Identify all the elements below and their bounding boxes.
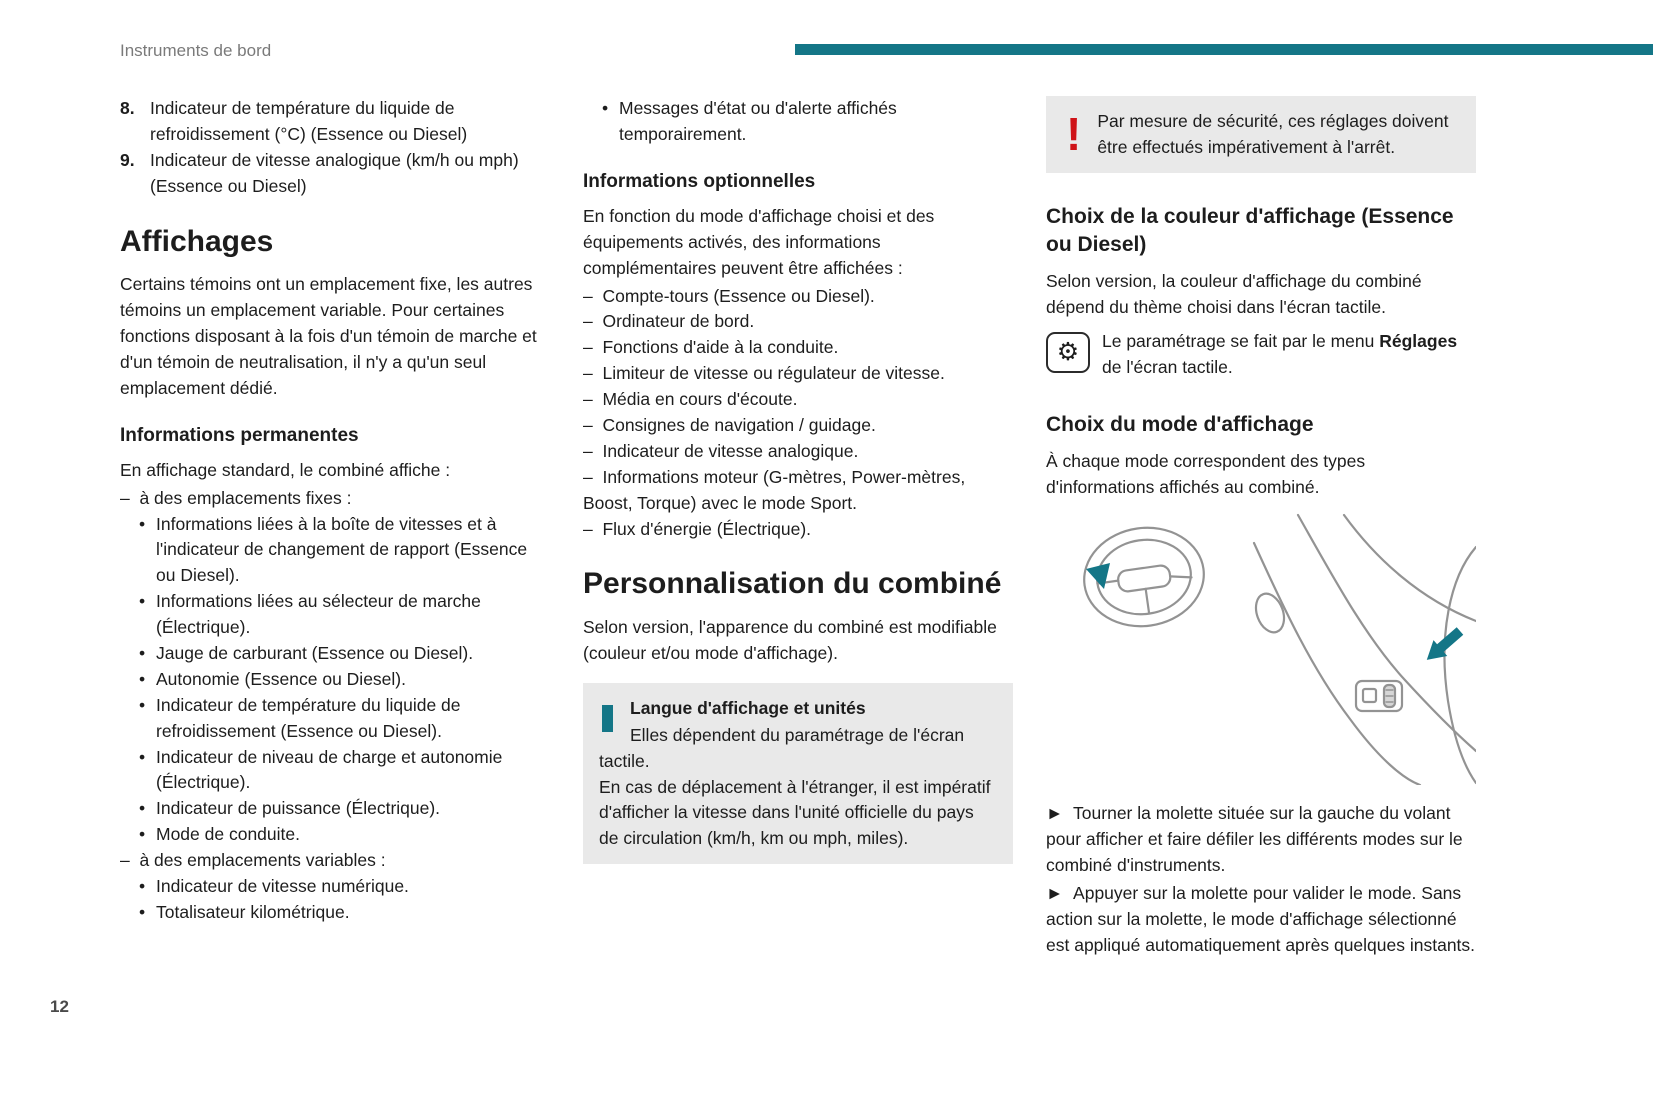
bullet-item: • Indicateur de puissance (Électrique). [120, 796, 550, 822]
safety-warning-box [1046, 96, 1476, 173]
bullet-item: • Indicateur de niveau de charge et autonomie (Électrique). [120, 745, 550, 797]
legend-item-text: Indicateur de vitesse analogique (km/h ou mph) (Essence ou Diesel) [150, 149, 519, 196]
bullet-item: • Mode de conduite. [120, 822, 550, 848]
warning-exclamation-icon: ! [1066, 108, 1082, 160]
column-left [120, 96, 550, 960]
instruction-step-2: ► Appuyer sur la molette pour valider le mode. Sans action sur la molette, le mode d'affichage sélectionné est appliqué automatiquement après quelques instants. [1046, 882, 1476, 955]
permanent-intro-paragraph: En affichage standard, le combiné affiche : [120, 459, 451, 480]
bullet-item: • Autonomie (Essence ou Diesel). [120, 667, 550, 693]
settings-text-post: de l'écran tactile. [1102, 357, 1233, 378]
bullet-item: • Totalisateur kilométrique. [120, 900, 550, 926]
bullet-item: • Messages d'état ou d'alerte affichés temporairement. [583, 96, 1013, 148]
bullet-item: • Indicateur de température du liquide de refroidissement (Essence ou Diesel). [120, 693, 550, 745]
document-section-header: Instruments de bord [120, 41, 272, 60]
settings-menu-name: Réglages [1379, 331, 1458, 352]
column-right [1046, 96, 1476, 960]
page-number: 12 [50, 997, 69, 1016]
legend-item-number: 9. [120, 149, 135, 170]
bullet-item: • Jauge de carburant (Essence ou Diesel). [120, 641, 550, 667]
subheading-informations-optionnelles: Informations optionnelles [583, 170, 816, 192]
optional-items-list [583, 284, 1013, 543]
mode-paragraph: À chaque mode correspondent des types d'informations affichés au combiné. [1046, 451, 1366, 498]
info-icon [602, 701, 613, 732]
dash-item: – Limiteur de vitesse ou régulateur de vitesse. [583, 363, 945, 384]
settings-text-pre: Le paramétrage se fait par le menu [1102, 331, 1380, 352]
bullet-item: • Informations liées au sélecteur de marche (Électrique). [120, 589, 550, 641]
column-middle [583, 96, 1013, 960]
bullet-item: • Indicateur de vitesse numérique. [120, 874, 550, 900]
legend-item-text: Indicateur de température du liquide de refroidissement (°C) (Essence ou Diesel) [150, 98, 468, 144]
info-box-title: Langue d'affichage et unités [630, 697, 866, 718]
warning-text: Par mesure de sécurité, ces réglages doivent être effectués impérativement à l'arrêt. [1097, 111, 1449, 157]
dash-item: – Ordinateur de bord. [583, 311, 755, 332]
top-accent-bar [795, 44, 1653, 55]
dash-label-variable: – à des emplacements variables : [120, 850, 386, 871]
content-columns [120, 96, 1476, 960]
dash-item: – Indicateur de vitesse analogique. [583, 440, 859, 461]
dash-label-fixed: – à des emplacements fixes : [120, 487, 352, 508]
steering-wheel-illustration [1046, 513, 1476, 793]
dash-item: – Consignes de navigation / guidage. [583, 415, 876, 436]
heading-choix-couleur: Choix de la couleur d'affichage (Essence ou Diesel) [1046, 204, 1454, 257]
bullet-item: • Informations liées à la boîte de vitesses et à l'indicateur de changement de rapport (Essence ou Diesel). [120, 512, 550, 590]
dash-item: – Fonctions d'aide à la conduite. [583, 337, 839, 358]
affichages-intro-paragraph: Certains témoins ont un emplacement fixe, les autres témoins un emplacement variable. Pour certaines fonctions disposant à la fois d'un témoin de marche et d'un témoin de neutralisation, il n'y a qu'un seul emplacement dédié. [120, 274, 537, 398]
gear-icon: ⚙ [1046, 332, 1090, 373]
settings-note-text [1046, 329, 1476, 381]
instruction-step-1: ► Tourner la molette située sur la gauche du volant pour afficher et faire défiler les différents modes sur le combiné d'instruments. [1046, 803, 1463, 875]
info-note-box [583, 683, 1013, 864]
legend-item-number: 8. [120, 98, 135, 118]
numbered-legend-list [120, 96, 550, 200]
info-box-line1: Elles dépendent du paramétrage de l'écran tactile. [599, 724, 965, 771]
section-title-personnalisation: Personnalisation du combiné [583, 567, 1002, 601]
personnalisation-intro-paragraph: Selon version, l'apparence du combiné est modifiable (couleur et/ou mode d'affichage). [583, 617, 997, 663]
info-box-line2: En cas de déplacement à l'étranger, il est impératif d'afficher la vitesse dans l'unité officielle du pays de circulation (km/h, km ou mph, miles). [599, 776, 991, 849]
dash-item: – Flux d'énergie (Électrique). [583, 518, 812, 539]
settings-menu-note [1046, 329, 1476, 381]
legend-item [120, 148, 550, 200]
fixed-items-list [120, 512, 550, 849]
subheading-informations-permanentes: Informations permanentes [120, 424, 359, 446]
couleur-paragraph: Selon version, la couleur d'affichage du combiné dépend du thème choisi dans l'écran tactile. [1046, 271, 1422, 318]
legend-item [120, 96, 550, 148]
section-title-affichages: Affichages [120, 224, 274, 258]
dash-item: – Informations moteur (G-mètres, Power-mètres, Boost, Torque) avec le mode Sport. [583, 466, 966, 513]
dash-item: – Média en cours d'écoute. [583, 389, 798, 410]
optional-intro-paragraph: En fonction du mode d'affichage choisi et des équipements activés, des informations complémentaires peuvent être affichées : [583, 205, 935, 278]
heading-choix-mode: Choix du mode d'affichage [1046, 413, 1314, 437]
dash-item: – Compte-tours (Essence ou Diesel). [583, 285, 875, 306]
top-bullet-list [583, 96, 1013, 148]
molette-control-pad [1356, 681, 1402, 711]
variable-items-list [120, 874, 550, 926]
